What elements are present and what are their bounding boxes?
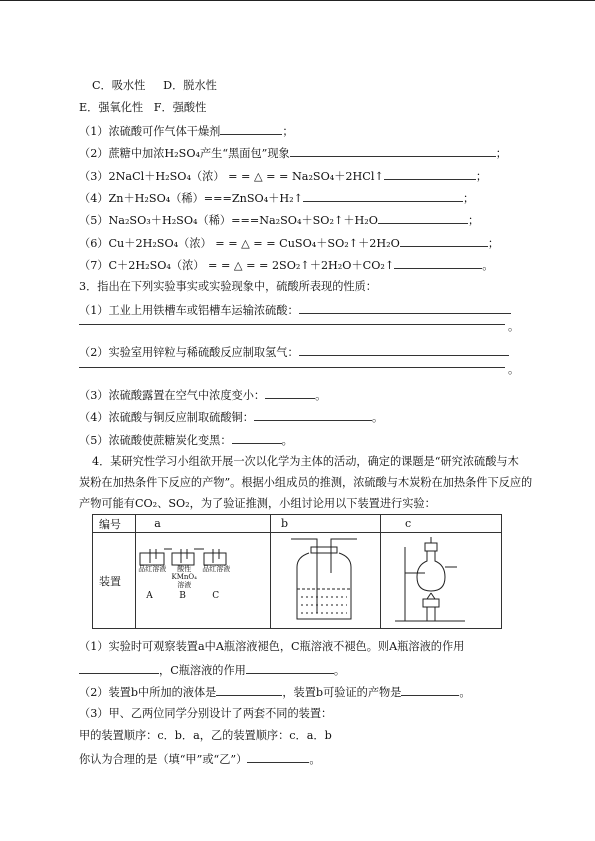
q2-item-3-right: Na₂SO₄＋2HCl↑ (291, 170, 384, 183)
q2-item-1 (79, 123, 294, 139)
punct: ； (487, 237, 500, 250)
q4-sub-2-text-b: ，装置b可验证的产物是 (282, 686, 402, 699)
header-c: c (381, 515, 502, 533)
answer-blank[interactable] (247, 751, 309, 763)
heating-flask-diagram (381, 533, 501, 625)
q4-text-line-1: 4．某研究性学习小组欲开展一次以化学为主体的活动，确定的课题是“研究浓硫酸与木 (92, 455, 519, 468)
header-b: b (271, 515, 381, 533)
q4-sub-3-question-text: 你认为合理的是（填“甲”或“乙”） (79, 753, 248, 766)
punct: 。 (333, 664, 346, 677)
punct: ； (475, 170, 488, 183)
answer-blank[interactable] (265, 387, 315, 399)
q2-item-5 (79, 212, 479, 228)
q2-item-6-left: （6）Cu＋2H₂SO₄（浓） (79, 237, 212, 250)
answer-blank[interactable] (378, 212, 468, 224)
q2-item-1-text: （1）浓硫酸可作气体干燥剂 (79, 125, 221, 138)
q4-sub-1-cont (79, 662, 345, 678)
punct: 。 (309, 753, 321, 766)
bottle-c-letter: C (212, 590, 220, 601)
bottle-a-letter: A (146, 590, 153, 601)
q4-sub-1-text-b: ，C瓶溶液的作用 (159, 664, 246, 677)
header-a: a (136, 515, 271, 533)
answer-blank[interactable] (254, 409, 372, 421)
answer-blank[interactable] (401, 684, 459, 696)
q3-item-5 (79, 432, 293, 448)
row-label: 装置 (93, 533, 136, 629)
apparatus-c-cell (381, 533, 502, 629)
q3-item-4 (79, 409, 383, 425)
punct: ； (467, 214, 480, 227)
q3-item-2 (79, 344, 509, 360)
punct: 。 (315, 389, 327, 402)
q3-item-1 (79, 302, 511, 318)
q2-item-4 (79, 190, 474, 206)
answer-blank[interactable] (79, 662, 159, 674)
bottle-b-letter: B (179, 590, 186, 601)
punct: ； (495, 147, 507, 160)
q2-item-7-right: 2SO₂↑＋2H₂O＋CO₂↑ (271, 259, 395, 272)
q3-title: 3．指出在下列实验事实或实验现象中，硫酸所表现的性质： (79, 280, 377, 293)
options-row-2 (79, 101, 206, 115)
apparatus-table (92, 514, 502, 629)
q4-sub-2-text-a: （2）装置b中所加的液体是 (79, 686, 217, 699)
header-label: 编号 (93, 515, 136, 533)
answer-blank[interactable] (246, 662, 334, 674)
q2-item-3 (79, 168, 487, 184)
q4-text-line-3: 产物可能有CO₂、SO₂，为了验证推测，小组讨论用以下装置进行实验： (79, 497, 436, 510)
q2-item-2 (79, 145, 507, 161)
option-c: C．吸水性 (92, 79, 146, 92)
apparatus-a-cell (136, 533, 271, 629)
answer-line[interactable] (79, 366, 505, 368)
punct: 。 (508, 320, 520, 333)
options-row-1 (92, 79, 217, 93)
q4-sub-2 (79, 684, 471, 700)
gas-washing-bottle-diagram (271, 533, 377, 625)
punct: 。 (371, 411, 384, 424)
heat-equals: = = △ = = (215, 237, 276, 250)
q4-sub-3: （3）甲、乙两位同学分别设计了两套不同的装置： (79, 707, 333, 720)
q2-item-7 (79, 257, 493, 273)
q3-item-2-text: （2）实验室用锌粒与稀硫酸反应制取氢气： (79, 346, 299, 359)
q3-item-4-text: （4）浓硫酸与铜反应制取硫酸铜： (79, 411, 254, 424)
apparatus-b-cell (271, 533, 381, 629)
answer-line[interactable] (79, 323, 505, 325)
punct: ； (282, 125, 294, 138)
apparatus-a-bottles (136, 535, 258, 627)
heat-equals: = = △ = = (228, 170, 289, 183)
bottle-b-label: 酸性KMnO₄溶液 (171, 564, 197, 589)
q2-item-6-right: CuSO₄＋SO₂↑＋2H₂O (279, 237, 400, 250)
answer-blank[interactable] (400, 235, 488, 247)
option-e: E．强氧化性 (79, 101, 144, 114)
q3-item-3-text: （3）浓硫酸露置在空气中浓度变小： (79, 389, 266, 402)
answer-blank[interactable] (299, 302, 511, 314)
answer-blank[interactable] (303, 190, 463, 202)
answer-blank[interactable] (290, 145, 496, 157)
q2-item-4-text: （4）Zn＋H₂SO₄（稀）===ZnSO₄＋H₂↑ (79, 192, 304, 205)
bottle-c-label: 品红溶液 (202, 564, 231, 573)
answer-blank[interactable] (299, 344, 509, 356)
q2-item-2-text: （2）蔗糖中加浓H₂SO₄产生“黑面包”现象 (79, 147, 290, 160)
page-top-border (0, 0, 595, 1)
bottle-a-label: 品红溶液 (138, 564, 167, 573)
punct: 。 (281, 434, 293, 447)
q3-item-3 (79, 387, 326, 403)
option-f: F．强酸性 (153, 101, 207, 114)
option-d: D．脱水性 (163, 79, 217, 92)
q4-sub-3-question (79, 751, 321, 767)
answer-blank[interactable] (216, 684, 282, 696)
q4-text-line-2: 炭粉在加热条件下反应的产物”。根据小组成员的推测，浓硫酸与木炭粉在加热条件下反应的 (79, 476, 533, 489)
punct: 。 (459, 686, 471, 699)
q2-item-7-left: （7）C＋2H₂SO₄（浓） (79, 259, 205, 272)
q2-item-6 (79, 235, 499, 251)
q4-sub-3-order: 甲的装置顺序：c．b．a，乙的装置顺序：c．a．b (79, 729, 332, 742)
punct: ； (463, 192, 475, 205)
q3-item-1-text: （1）工业上用铁槽车或铝槽车运输浓硫酸： (79, 304, 299, 317)
q4-sub-1: （1）实验时可观察装置a中A瓶溶液褪色，C瓶溶液不褪色。则A瓶溶液的作用 (79, 640, 465, 653)
answer-blank[interactable] (394, 257, 482, 269)
punct: 。 (482, 259, 494, 272)
heat-equals: = = △ = = (208, 259, 269, 272)
punct: 。 (508, 363, 520, 376)
q2-item-5-text: （5）Na₂SO₃＋H₂SO₄（稀）===Na₂SO₄＋SO₂↑＋H₂O (79, 214, 378, 227)
q2-item-3-left: （3）2NaCl＋H₂SO₄（浓） (79, 170, 225, 183)
answer-blank[interactable] (384, 168, 476, 180)
q3-item-5-text: （5）浓硫酸使蔗糖炭化变黑： (79, 434, 232, 447)
answer-blank[interactable] (232, 432, 282, 444)
answer-blank[interactable] (220, 123, 282, 135)
